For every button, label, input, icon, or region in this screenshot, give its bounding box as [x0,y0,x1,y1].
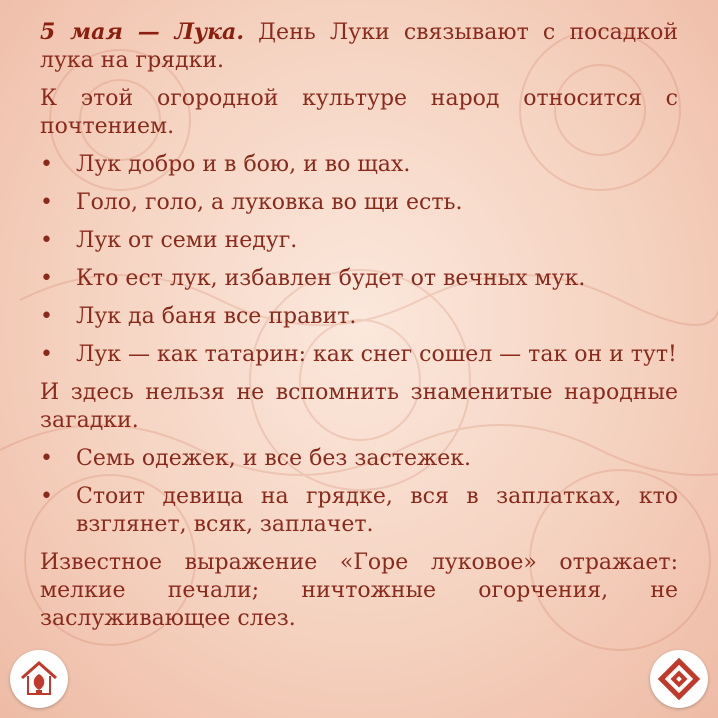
riddle-list [40,445,678,539]
list-item: • Семь одежек, и все без застежек. [40,445,678,473]
list-item: • Кто ест лук, избавлен будет от вечных мук. [40,265,678,293]
list-item: • Лук добро и в бою, и во щах. [40,151,678,179]
house-emblem-icon [10,650,68,708]
intro-text: День Луки связывают с посадкой лука на грядки. [40,20,678,73]
list-item: • Стоит девица на грядке, вся в заплатках, кто взглянет, всяк, заплачет. [40,483,678,539]
list-item: • Лук да баня все правит. [40,303,678,331]
list-item: • Лук от семи недуг. [40,227,678,255]
paragraph-1: К этой огородной культуре народ относится с почтением. [40,86,678,139]
proverb-list [40,151,678,369]
paragraph-2: И здесь нельзя не вспомнить знаменитые народные загадки. [40,380,678,433]
list-item: • Лук — как татарин: как снег сошел — так он и тут! [40,341,678,369]
intro-lead: 5 мая — Лука. [40,19,244,45]
ornament-icon [650,650,708,708]
main-content [40,18,678,643]
paragraph-3: Известное выражение «Горе луковое» отражает: мелкие печали; ничтожные огорчения, не заслуживающее слез. [40,550,678,631]
list-item: • Голо, голо, а луковка во щи есть. [40,189,678,217]
intro-paragraph [40,18,678,75]
